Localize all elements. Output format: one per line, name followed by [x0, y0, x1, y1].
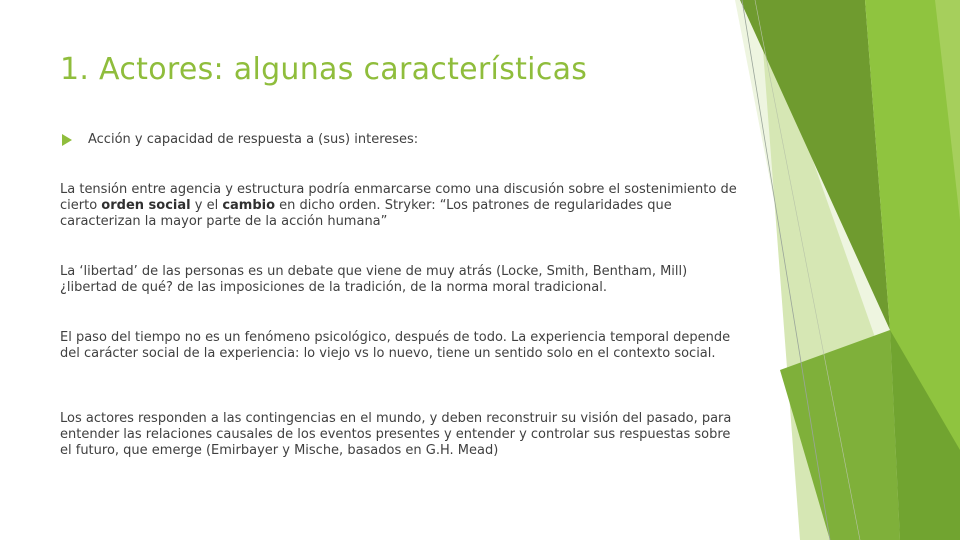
para1-text1: La tensión entre agencia y estructura podría enmarcarse como una discusión sobre el sostenimiento de cierto [60, 182, 737, 213]
para1-text2: y el [190, 198, 223, 213]
paragraph-libertad: La ‘libertad’ de las personas es un debate que viene de muy atrás (Locke, Smith, Bentham, Mill) ¿libertad de qué? de las imposiciones de la tradición, de la norma moral tradicional. [60, 264, 688, 295]
bullet-item [62, 132, 418, 147]
paragraph-actores: Los actores responden a las contingencias en el mundo, y deben reconstruir su visión del pasado, para entender las relaciones causales de los eventos presentes y entender y controlar sus respuestas sobre el futuro, que emerge (Emirbayer y Mische, basados en G.H. Mead) [60, 411, 732, 458]
para1-bold-cambio: cambio [222, 198, 276, 213]
paragraph-agency-structure [60, 182, 740, 230]
bullet-text: Acción y capacidad de respuesta a (sus) intereses: [88, 132, 419, 147]
triangle-bullet-icon [62, 134, 72, 146]
para1-bold-orden-social: orden social [101, 198, 191, 213]
slide-title: 1. Actores: algunas características [60, 52, 588, 87]
paragraph-tiempo: El paso del tiempo no es un fenómeno psicológico, después de todo. La experiencia temporal depende del carácter social de la experiencia: lo viejo vs lo nuevo, tiene un sentido solo en el contexto social. [60, 330, 731, 361]
para1-text3: en dicho orden. Stryker: “Los patrones de regularidades que caracterizan la mayor parte de la acción humana” [60, 198, 672, 229]
